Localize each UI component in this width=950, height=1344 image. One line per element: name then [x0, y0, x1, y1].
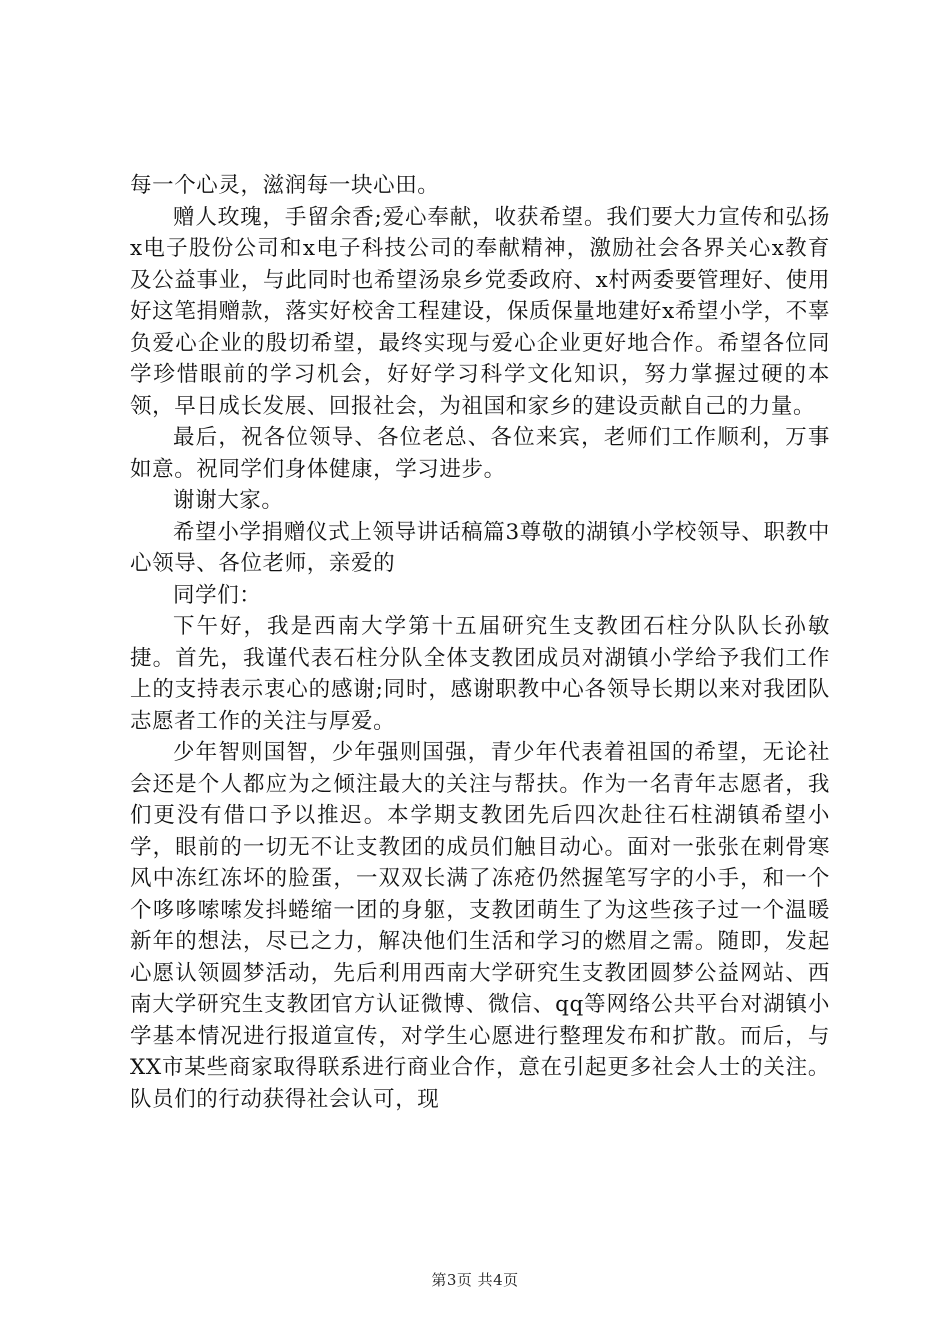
paragraph-continuation: 每一个心灵，滋润每一块心田。: [130, 173, 440, 198]
paragraph-closing-wishes: 最后，祝各位领导、各位老总、各位来宾，老师们工作顺利，万事如意。祝同学们身体健康，学习进步。: [130, 425, 830, 482]
page-footer: 第3页 共4页: [431, 1271, 519, 1289]
paragraph-thanks: 谢谢大家。: [173, 488, 284, 513]
paragraph-speech-3-heading: 希望小学捐赠仪式上领导讲话稿篇3尊敬的湖镇小学校领导、职教中心领导、各位老师，亲爱的: [130, 519, 830, 576]
paragraph-youth-hope: 少年智则国智，少年强则国强，青少年代表着祖国的希望，无论社会还是个人都应为之倾注最大的关注与帮扶。作为一名青年志愿者，我们更没有借口予以推迟。本学期支教团先后四次赴往石柱湖镇希望小学，眼前的一切无不让支教团的成员们触目动心。面对一张张在刺骨寒风中冻红冻坏的脸蛋，一双双长满了冻疮仍然握笔写字的小手，和一个个哆哆嗦嗦发抖蜷缩一团的身躯，支教团萌生了为这些孩子过一个温暖新年的想法，尽已之力，解决他们生活和学习的燃眉之需。随即，发起心愿认领圆梦活动，先后利用西南大学研究生支教团圆梦公益网站、西南大学研究生支教团官方认证微博、微信、qq等网络公共平台对湖镇小学基本情况进行报道宣传，对学生心愿进行整理发布和扩散。而后，与XX市某些商家取得联系进行商业合作，意在引起更多社会人士的关注。队员们的行动获得社会认可，现: [130, 740, 830, 1112]
paragraph-gift-roses: 赠人玫瑰，手留余香;爱心奉献，收获希望。我们要大力宣传和弘扬x电子股份公司和x电子科技公司的奉献精神，激励社会各界关心x教育及公益事业，与此同时也希望汤泉乡党委政府、x村两委要管理好、使用好这笔捐赠款，落实好校舍工程建设，保质保量地建好x希望小学，不辜负爱心企业的殷切希望，最终实现与爱心企业更好地合作。希望各位同学珍惜眼前的学习机会，好好学习科学文化知识，努力掌握过硬的本领，早日成长发展、回报社会，为祖国和家乡的建设贡献自己的力量。: [130, 204, 830, 419]
document-body: [130, 170, 830, 1115]
paragraph-students-greeting: 同学们：: [173, 582, 262, 608]
paragraph-introduction: 下午好，我是西南大学第十五届研究生支教团石柱分队队长孙敏捷。首先，我谨代表石柱分队全体支教团成员对湖镇小学给予我们工作上的支持表示衷心的感谢;同时，感谢职教中心各领导长期以来对我团队志愿者工作的关注与厚爱。: [130, 614, 830, 734]
